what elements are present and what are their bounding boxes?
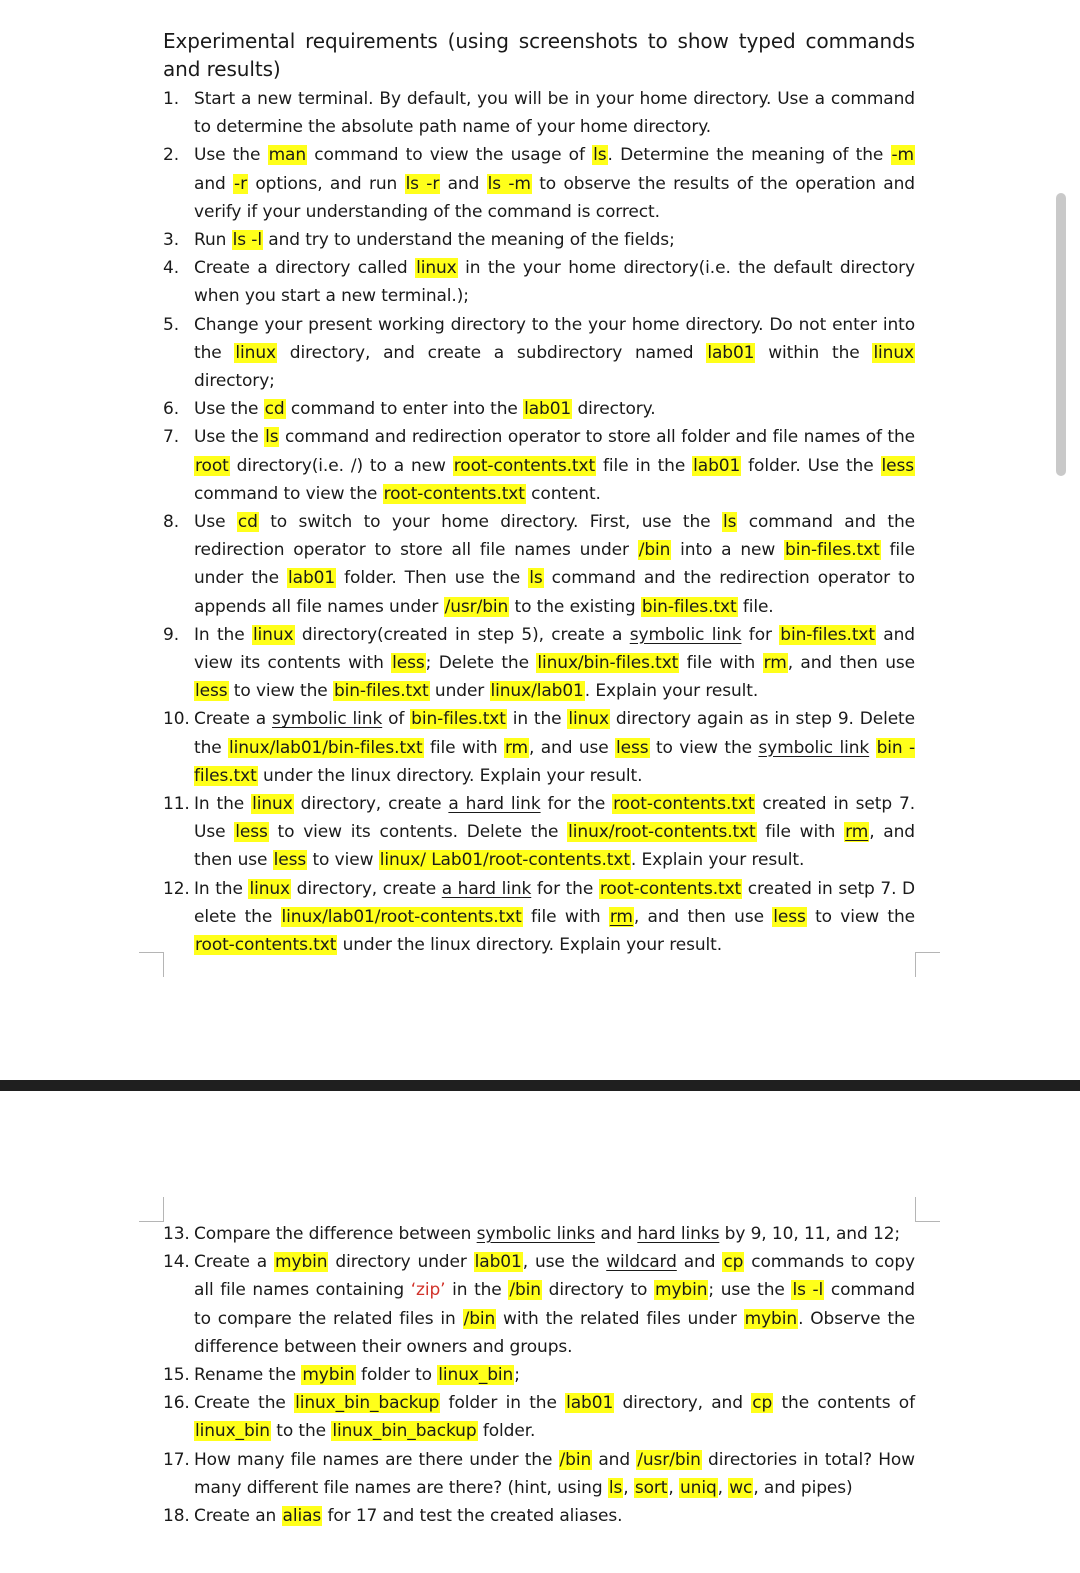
item-text: Create a — [194, 709, 272, 730]
item-text: folder. Then use the — [336, 568, 529, 589]
underlined-term: hard links — [637, 1224, 720, 1244]
highlighted-term: cp — [752, 1393, 773, 1414]
item-text: for the — [540, 794, 613, 815]
item-text: within the — [755, 342, 873, 363]
requirements-list-part-2 — [163, 1220, 915, 1530]
item-text: to view — [307, 850, 379, 871]
highlighted-term: ls -r — [405, 173, 440, 194]
item-number: 2. — [163, 145, 180, 166]
item-text: under — [429, 681, 490, 702]
highlighted-term: ls — [529, 568, 543, 589]
item-text: file with — [756, 822, 845, 843]
item-text: into a new — [671, 540, 784, 561]
item-text: directory, create — [291, 878, 442, 899]
item-text: Run — [194, 230, 232, 251]
highlighted-term: /usr/bin — [637, 1449, 701, 1470]
requirement-item — [163, 1446, 915, 1502]
highlighted-term: less — [195, 681, 228, 702]
item-text — [869, 738, 875, 758]
highlighted-term: linux_bin — [195, 1421, 270, 1442]
highlighted-term: mybin — [744, 1308, 798, 1329]
item-text: commands to copy all file names containing — [194, 1252, 916, 1301]
item-text: content. — [525, 483, 601, 504]
highlighted-term: rm — [763, 653, 787, 674]
item-text: . Explain your result. — [584, 681, 759, 702]
requirement-item — [163, 226, 915, 254]
highlighted-term: linux/lab01 — [490, 681, 584, 702]
highlighted-term: linux — [252, 624, 294, 645]
item-text: directory, create — [293, 794, 449, 815]
item-text: by 9, 10, 11, and 12; — [719, 1224, 901, 1244]
highlighted-term: ls -l — [792, 1280, 824, 1301]
item-text: , and then use — [787, 653, 915, 674]
item-text: folder in the — [440, 1393, 566, 1414]
item-text: Use — [194, 512, 237, 533]
item-text: the contents of — [773, 1393, 915, 1414]
item-text: Compare the difference between — [194, 1224, 477, 1244]
highlighted-term: linux/ Lab01/root-contents.txt — [379, 850, 630, 871]
item-text: Start a new terminal. By default, you will be in your home directory. Use a command to determine the absolute path name of your home directory. — [194, 89, 915, 138]
item-number: 18. — [163, 1506, 190, 1527]
requirement-item — [163, 508, 915, 621]
item-text: under the linux directory. Explain your result. — [337, 935, 723, 956]
item-text: Rename the — [194, 1365, 302, 1386]
requirements-list-part-1 — [163, 85, 915, 959]
margin-corner-mark — [139, 952, 164, 977]
item-text: Create an — [194, 1506, 282, 1527]
highlighted-term: -m — [891, 145, 914, 166]
item-text: , — [717, 1477, 729, 1498]
document-heading: Experimental requirements (using screenshots to show typed commands and results) — [163, 29, 915, 81]
item-text: to switch to your home directory. First, use the — [258, 512, 722, 533]
item-number: 17. — [163, 1449, 190, 1470]
highlighted-term: mybin — [275, 1252, 328, 1273]
item-text: In the — [194, 624, 252, 645]
item-number: 9. — [163, 624, 180, 645]
item-text: for — [741, 624, 780, 645]
highlighted-term: root-contents.txt — [383, 483, 525, 504]
item-text: directory(i.e. /) to a new — [229, 455, 453, 476]
requirement-item — [163, 621, 915, 706]
underlined-term: a hard link — [441, 878, 532, 899]
requirement-item — [163, 141, 915, 226]
item-text: to the — [270, 1421, 332, 1442]
item-text: , — [623, 1477, 634, 1498]
item-text: and — [676, 1252, 723, 1273]
item-text: folder. — [477, 1421, 536, 1442]
requirement-item — [163, 311, 915, 396]
item-text: . Determine the meaning of the — [607, 145, 891, 166]
highlighted-term: uniq — [679, 1477, 717, 1498]
highlighted-term: linux_bin_backup — [295, 1393, 440, 1414]
item-text: How many file names are there under the — [194, 1449, 559, 1470]
highlighted-term: lab01 — [474, 1252, 522, 1273]
requirement-item — [163, 790, 915, 875]
item-text: In the — [194, 794, 252, 815]
highlighted-term: linux — [416, 258, 457, 279]
item-text: to observe the results of the operation and verify if your understanding of the command is correct. — [194, 173, 915, 222]
underlined-term: wildcard — [606, 1252, 677, 1273]
highlighted-term: rm — [845, 822, 869, 843]
item-text: to the existing — [509, 596, 641, 617]
highlighted-term: /bin — [509, 1280, 541, 1301]
item-number: 1. — [163, 89, 180, 109]
item-text: and try to understand the meaning of the fields; — [262, 230, 675, 251]
item-text: . Observe the difference between their owners and groups. — [194, 1308, 916, 1357]
highlighted-term: linux/lab01/bin-files.txt — [229, 737, 423, 758]
highlighted-term: linux_bin — [438, 1365, 514, 1386]
item-text: to view the — [806, 906, 915, 927]
highlighted-term: bin-files.txt — [641, 596, 737, 617]
highlighted-term: less — [235, 822, 268, 843]
highlighted-term: /bin — [638, 540, 671, 561]
quoted-term: ‘zip’ — [410, 1280, 446, 1301]
underlined-term: symbolic link — [758, 737, 870, 758]
item-text: to view its contents. Delete the — [268, 822, 568, 843]
item-text: command to compare the related files in — [194, 1280, 915, 1329]
highlighted-term: /bin — [463, 1308, 496, 1329]
item-text: of — [382, 709, 411, 730]
item-text: directory(created in step 5), create a — [294, 624, 630, 645]
item-number: 11. — [163, 794, 190, 815]
item-text: in the — [506, 709, 568, 730]
highlighted-term: mybin — [655, 1280, 708, 1301]
highlighted-term: linux — [873, 342, 914, 363]
highlighted-term: lab01 — [693, 455, 741, 476]
highlighted-term: /bin — [559, 1449, 592, 1470]
item-text: Create the — [194, 1393, 295, 1414]
item-text: ; use the — [708, 1280, 792, 1301]
highlighted-term: cd — [264, 399, 285, 420]
item-number: 6. — [163, 399, 180, 420]
item-text: Use the — [194, 427, 265, 448]
requirement-item — [163, 1248, 915, 1361]
highlighted-term: sort — [634, 1477, 668, 1498]
item-text: directory; — [194, 371, 275, 392]
highlighted-term: -r — [234, 173, 247, 194]
highlighted-term: ls — [722, 512, 737, 533]
highlighted-term: bin-files.txt — [785, 540, 880, 561]
item-text: command and redirection operator to store all folder and file names of the — [279, 427, 915, 448]
item-text: folder to — [355, 1365, 438, 1386]
highlighted-term: lab01 — [707, 342, 755, 363]
item-text: and — [194, 173, 234, 194]
highlighted-term: less — [616, 737, 649, 758]
item-number: 12. — [163, 878, 190, 899]
item-text: In the — [194, 878, 249, 899]
item-text: directories in total? How many different file names are there? (hint, using — [194, 1449, 915, 1498]
highlighted-term: root-contents.txt — [599, 878, 742, 899]
highlighted-term: bin -files.txt — [194, 737, 915, 786]
highlighted-term: ls — [593, 145, 607, 166]
highlighted-term: /usr/bin — [444, 596, 509, 617]
page-2-content — [163, 1220, 915, 1530]
item-text: , and then use — [194, 822, 915, 871]
highlighted-term: wc — [729, 1477, 753, 1498]
item-text: folder. Use the — [741, 455, 881, 476]
item-text: directory, and — [614, 1393, 752, 1414]
item-text: directory to — [541, 1280, 654, 1301]
highlighted-term: ls — [265, 427, 279, 448]
requirement-item — [163, 254, 915, 310]
item-text: directory again as in step 9. Delete the — [194, 709, 915, 758]
highlighted-term: less — [392, 653, 425, 674]
highlighted-term: alias — [282, 1506, 322, 1527]
item-text: and — [440, 173, 487, 194]
item-text: Use the — [194, 399, 264, 420]
item-text: ; Delete the — [425, 653, 537, 674]
item-text: file in the — [596, 455, 693, 476]
item-number: 3. — [163, 230, 180, 251]
item-text: to view the — [228, 681, 333, 702]
item-text: options, and run — [247, 173, 405, 194]
requirement-item — [163, 1502, 915, 1530]
item-text: command to view the usage of — [307, 145, 593, 166]
item-number: 14. — [163, 1252, 190, 1273]
requirement-item — [163, 1220, 915, 1248]
highlighted-term: linux — [252, 794, 293, 815]
highlighted-term: linux/bin-files.txt — [537, 653, 679, 674]
item-text: under the linux directory. Explain your result. — [257, 765, 643, 786]
item-text: , and use — [529, 737, 616, 758]
highlighted-term: lab01 — [566, 1393, 614, 1414]
highlighted-term: less — [881, 455, 915, 476]
highlighted-term: cd — [237, 512, 258, 533]
item-text: directory, and create a subdirectory named — [276, 342, 707, 363]
item-number: 13. — [163, 1224, 190, 1244]
highlighted-term: bin-files.txt — [780, 624, 875, 645]
highlighted-term: root-contents.txt — [453, 455, 596, 476]
highlighted-term: ls -l — [232, 230, 262, 251]
item-text: created in setp 7. D elete the — [194, 878, 915, 927]
item-text: in the — [445, 1280, 509, 1301]
item-text: file under the — [194, 540, 915, 589]
requirement-item — [163, 1389, 915, 1445]
item-number: 15. — [163, 1365, 190, 1386]
highlighted-term: less — [273, 850, 307, 871]
item-text: Use the — [194, 145, 268, 166]
item-text: ; — [514, 1365, 520, 1386]
item-text: file. — [737, 596, 774, 617]
highlighted-term: ls -m — [487, 173, 531, 194]
item-text: with the related files under — [496, 1308, 744, 1329]
highlighted-term: root — [195, 455, 229, 476]
highlighted-term: linux — [235, 342, 276, 363]
item-text: in the your home directory(i.e. the default directory when you start a new terminal.); — [194, 258, 915, 307]
underlined-term: a hard link — [448, 794, 541, 815]
item-number: 7. — [163, 427, 180, 448]
item-text: and view its contents with — [194, 624, 915, 674]
requirement-item — [163, 705, 915, 790]
underlined-term: symbolic links — [476, 1224, 596, 1244]
underlined-term: symbolic link — [629, 624, 742, 645]
highlighted-term: man — [268, 145, 307, 166]
item-text: command to view the — [194, 483, 383, 504]
highlighted-term: less — [773, 906, 806, 927]
item-text: , — [668, 1477, 679, 1498]
item-text: Create a — [194, 1252, 275, 1273]
requirement-item — [163, 395, 915, 423]
document-page-2 — [0, 1091, 1080, 1573]
item-text: to view the — [649, 737, 759, 758]
item-number: 8. — [163, 512, 180, 533]
highlighted-term: rm — [504, 737, 529, 758]
highlighted-term: cp — [723, 1252, 744, 1273]
item-number: 5. — [163, 314, 180, 335]
item-text: and — [595, 1224, 638, 1244]
item-text: . Explain your result. — [630, 850, 805, 871]
item-number: 10. — [163, 709, 190, 730]
requirement-item — [163, 85, 915, 141]
vertical-scrollbar-thumb[interactable] — [1056, 193, 1066, 476]
item-text: and — [592, 1449, 637, 1470]
requirement-item — [163, 875, 915, 960]
item-text: , and then use — [633, 906, 773, 927]
highlighted-term: lab01 — [288, 568, 336, 589]
highlighted-term: rm — [609, 906, 633, 927]
item-text: directory. — [572, 399, 656, 420]
item-text: file with — [522, 906, 609, 927]
highlighted-term: linux — [568, 709, 609, 730]
highlighted-term: linux/lab01/root-contents.txt — [281, 906, 522, 927]
requirement-item — [163, 1361, 915, 1389]
item-text: Create a directory called — [194, 258, 416, 279]
highlighted-term: mybin — [302, 1365, 355, 1386]
underlined-term: symbolic link — [271, 709, 383, 730]
highlighted-term: root-contents.txt — [195, 935, 337, 956]
item-text: command and the redirection operator to appends all file names under — [194, 568, 915, 617]
item-text: file with — [423, 737, 504, 758]
item-number: 16. — [163, 1393, 190, 1414]
highlighted-term: linux/root-contents.txt — [568, 822, 756, 843]
item-text: Change your present working directory to the your home directory. Do not enter into the — [194, 314, 915, 363]
highlighted-term: bin-files.txt — [333, 681, 429, 702]
margin-corner-mark — [915, 952, 940, 977]
item-text: , and pipes) — [753, 1477, 853, 1498]
margin-corner-mark — [915, 1197, 940, 1222]
item-text: command and the redirection operator to store all file names under — [194, 512, 916, 561]
item-text: for 17 and test the created aliases. — [322, 1506, 623, 1527]
highlighted-term: root-contents.txt — [613, 794, 755, 815]
highlighted-term: lab01 — [524, 399, 572, 420]
item-number: 4. — [163, 258, 180, 279]
item-text: , use the — [522, 1252, 607, 1273]
item-text: command to enter into the — [285, 399, 524, 420]
item-text: directory under — [328, 1252, 474, 1273]
page-1-content — [163, 27, 915, 959]
item-text: for the — [531, 878, 599, 899]
margin-corner-mark — [139, 1197, 164, 1222]
highlighted-term: linux_bin_backup — [332, 1421, 477, 1442]
highlighted-term: ls — [608, 1477, 623, 1498]
requirement-item — [163, 423, 915, 508]
page-separator — [0, 1080, 1080, 1091]
highlighted-term: linux — [249, 878, 291, 899]
item-text: created in setp 7. Use — [194, 794, 915, 843]
item-text: file with — [679, 653, 763, 674]
highlighted-term: bin-files.txt — [411, 709, 506, 730]
